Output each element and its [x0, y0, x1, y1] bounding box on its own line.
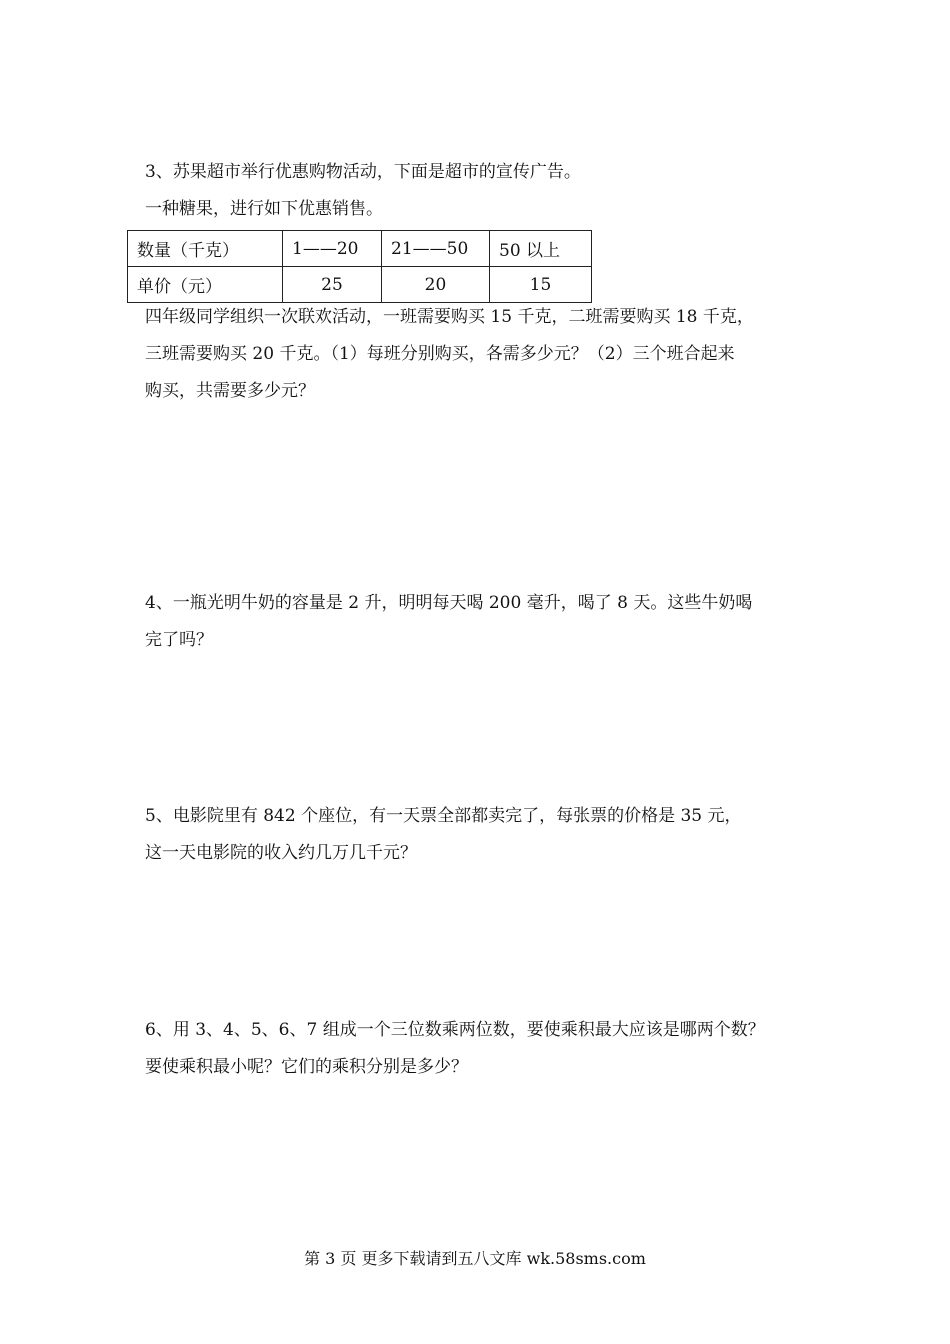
table-header-cell: 50 以上 — [490, 231, 592, 267]
q5-line: 这一天电影院的收入约几万几千元？ — [145, 843, 417, 863]
table-cell: 20 — [382, 267, 490, 303]
page-footer: 第 3 页 更多下载请到五八文库 wk.58sms.com — [304, 1249, 646, 1268]
table-header-cell: 1——20 — [283, 231, 382, 267]
q4-line: 完了吗？ — [145, 630, 213, 650]
table-row — [128, 267, 592, 303]
q6-line: 6、用 3、4、5、6、7 组成一个三位数乘两位数，要使乘积最大应该是哪两个数？ — [145, 1020, 765, 1040]
q3-body-line: 三班需要购买 20 千克。（1）每班分别购买，各需多少元？（2）三个班合起来 — [145, 344, 735, 364]
table-row — [128, 231, 592, 267]
q3-body-line: 四年级同学组织一次联欢活动，一班需要购买 15 千克，二班需要购买 18 千克， — [145, 307, 754, 327]
q3-intro: 3、苏果超市举行优惠购物活动，下面是超市的宣传广告。 — [145, 162, 581, 182]
table-header-cell: 数量（千克） — [128, 231, 283, 267]
q3-body-line: 购买，共需要多少元？ — [145, 381, 315, 401]
price-table — [127, 230, 592, 303]
q6-line: 要使乘积最小呢？它们的乘积分别是多少？ — [145, 1057, 468, 1077]
table-cell: 25 — [283, 267, 382, 303]
q5-line: 5、电影院里有 842 个座位，有一天票全部都卖完了，每张票的价格是 35 元， — [145, 806, 742, 826]
table-cell: 单价（元） — [128, 267, 283, 303]
table-cell: 15 — [490, 267, 592, 303]
q4-line: 4、一瓶光明牛奶的容量是 2 升，明明每天喝 200 毫升，喝了 8 天。这些牛奶喝 — [145, 593, 753, 613]
table-header-cell: 21——50 — [382, 231, 490, 267]
q3-subtitle: 一种糖果，进行如下优惠销售。 — [145, 199, 383, 219]
